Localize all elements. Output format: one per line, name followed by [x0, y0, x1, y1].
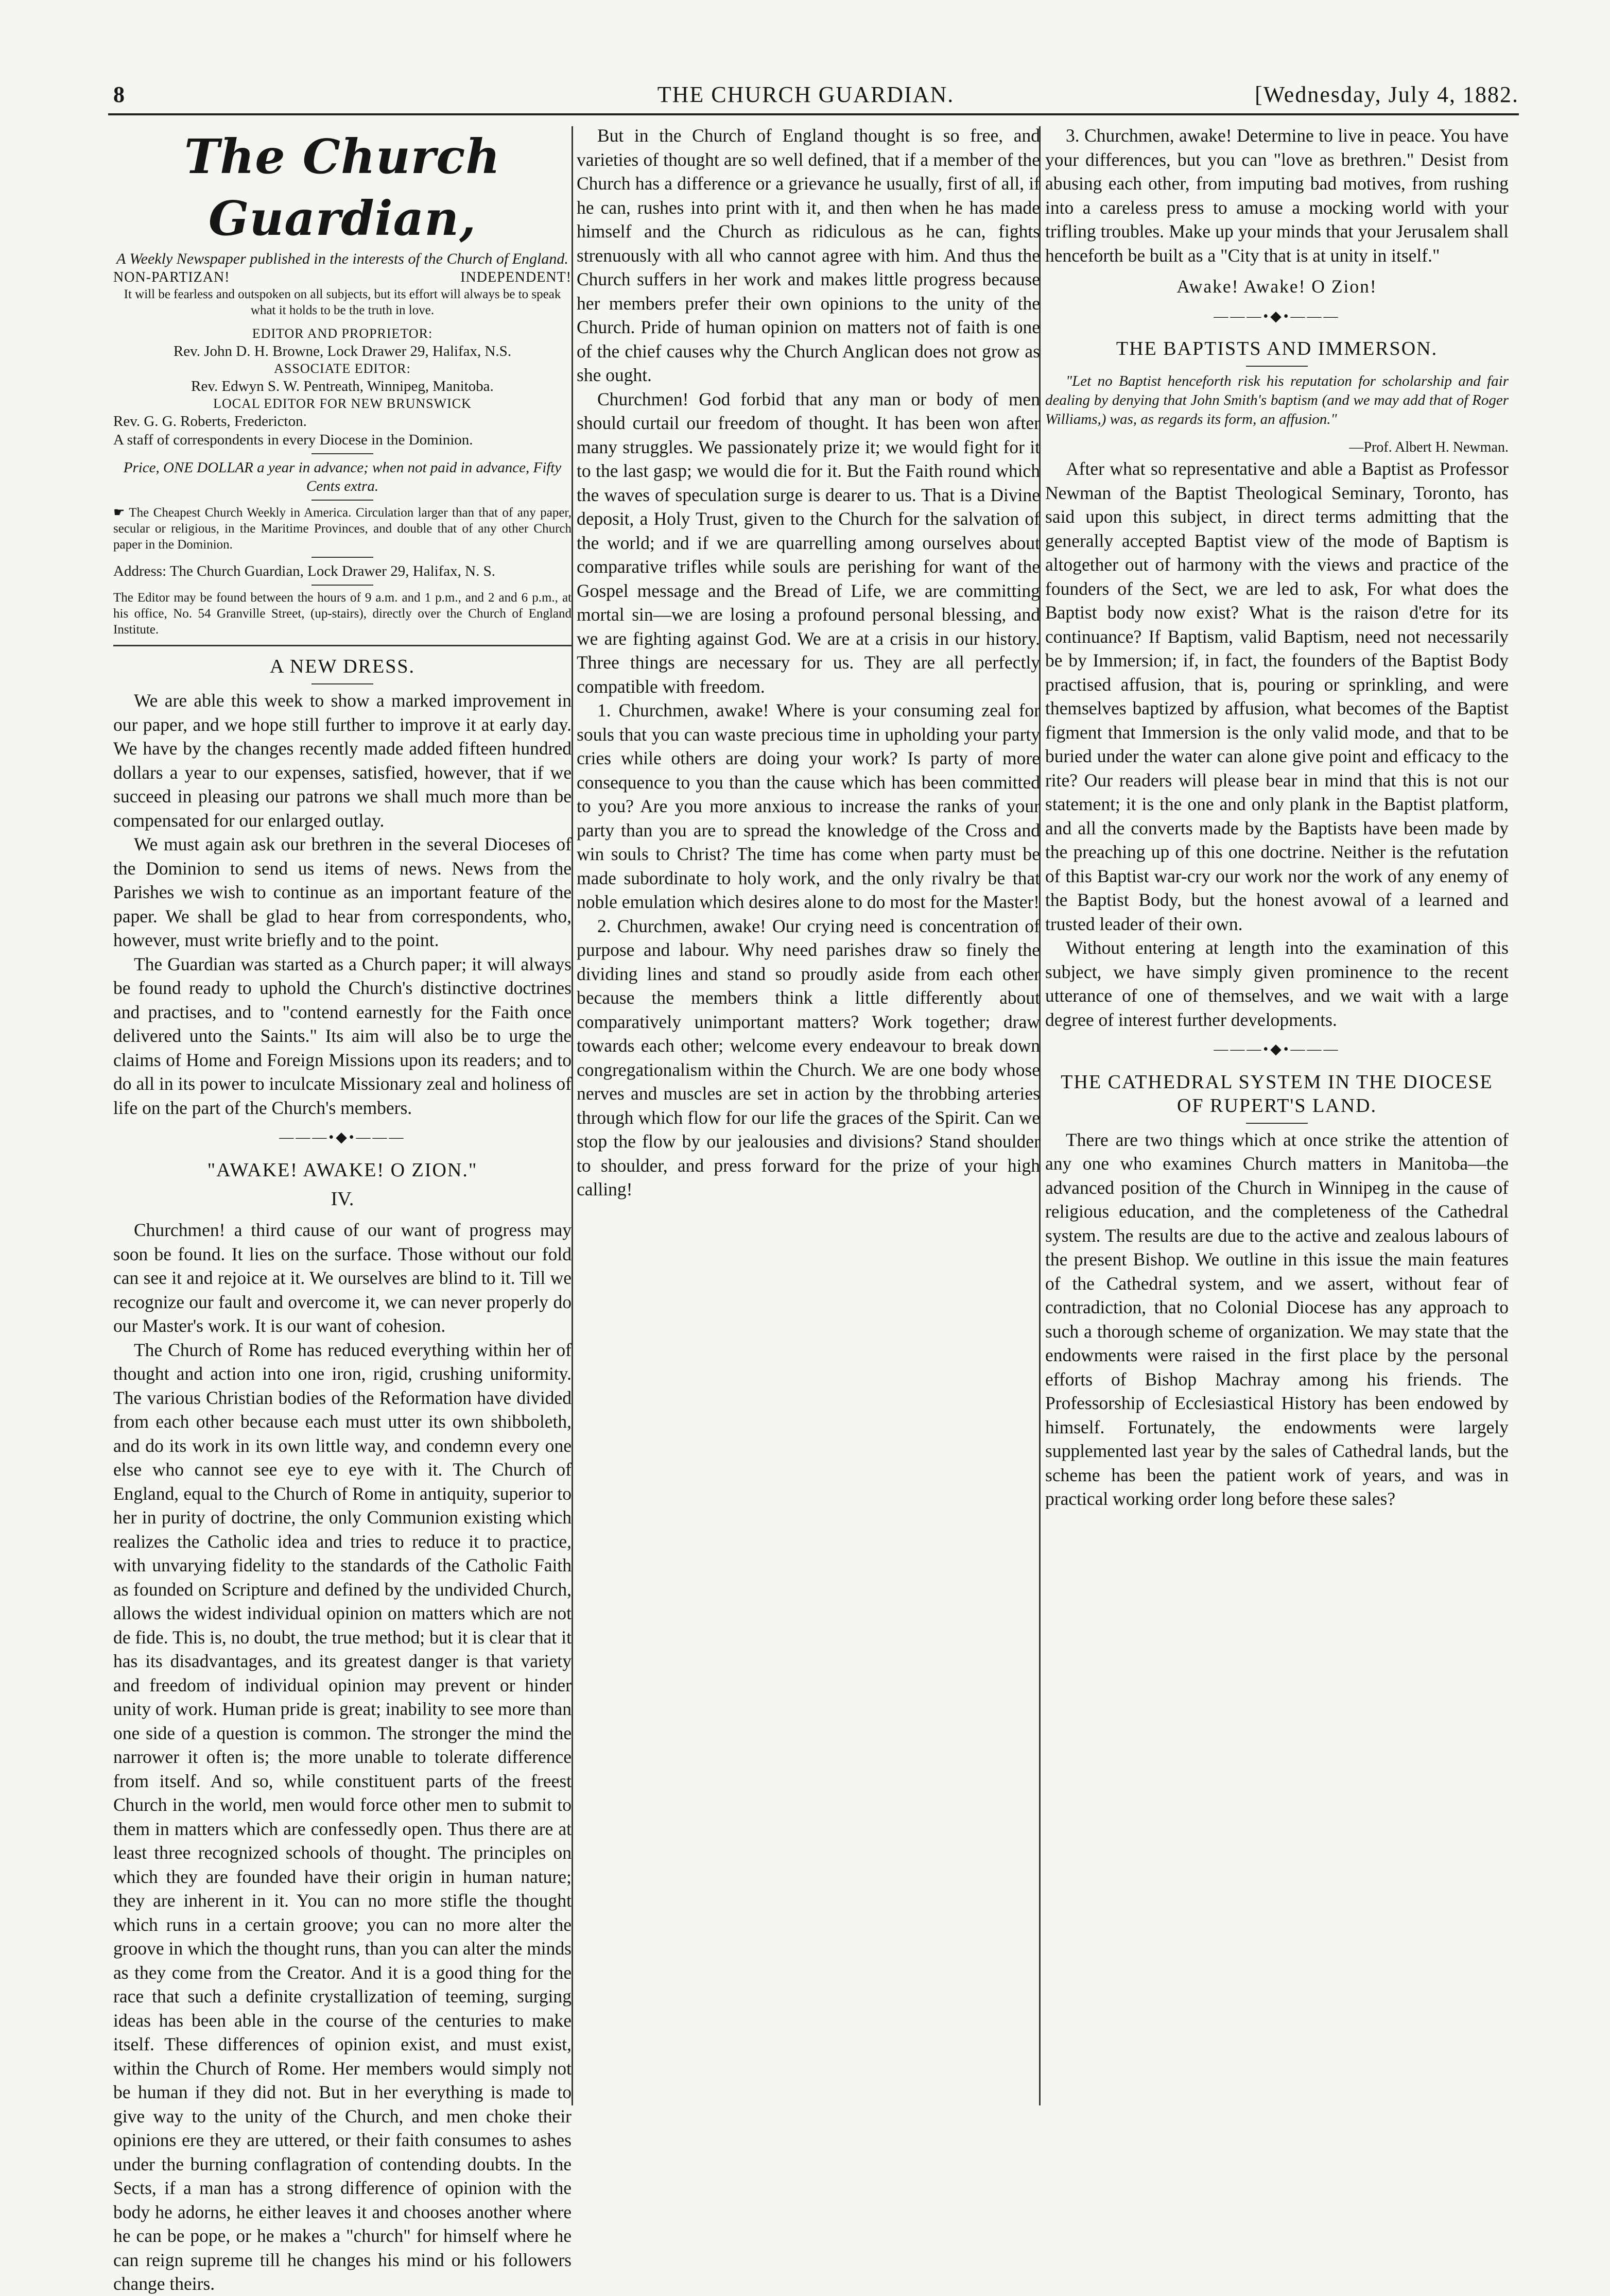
- head-rule: [108, 113, 1519, 115]
- heading-rule: [1246, 366, 1308, 367]
- column-1: [113, 124, 572, 2294]
- masthead-rule: [311, 557, 373, 558]
- column-3: [1045, 124, 1509, 2105]
- epigraph-attribution: —Prof. Albert H. Newman.: [1349, 439, 1509, 455]
- editor-name: Rev. John D. H. Browne, Lock Drawer 29, Halifax, N.S.: [173, 343, 512, 359]
- article-paragraph: After what so representative and able a Baptist as Professor Newman of the Baptist Theological Seminary, Toronto, has said upon this subject, in direct terms admitting that the generally accepted Baptist view of the mode of Baptism is altogether out of harmony with the views and practice of the founders of the Sect, we are led to ask, For what does the Baptist body now exist? What is the raison d'etre for its continuance? If Baptism, valid Baptism, need not necessarily be by Immersion; if, in fact, the founders of the Baptist Body practised affusion, that is, pouring or sprinkling, and were themselves baptized by affusion, what becomes of the Baptist figment that Immersion is the only valid mode, and that to be buried under the water can alone give point and efficacy to the rite? Our readers will please bear in mind that this is not our statement; it is the one and only plank in the Baptist platform, and all the converts made by the Baptists have been made by the preaching up of this one doctrine. Neither is the refutation of this Baptist war-cry our work nor the work of any enemy of the Baptist Body, but the honest avowal of a learned and trusted leader of their own.: [1045, 458, 1509, 934]
- associate-editor-name: Rev. Edwyn S. W. Pentreath, Winnipeg, Manitoba.: [191, 378, 494, 395]
- column-2: [577, 124, 1040, 2105]
- article-epigraph: "Let no Baptist henceforth risk his reputation for scholarship and fair dealing by denying that John Smith's baptism (and we may add that of Roger Williams,) was, as regards its form, an affusion.": [1045, 373, 1509, 427]
- article-paragraph: There are two things which at once strike the attention of any one who examines Church matters in Manitoba—the advanced position of the Church in Winnipeg in the cause of religious education, and the completeness of the Cathedral system. The results are due to the active and zealous labours of the present Bishop. We outline in this issue the main features of the Cathedral system, and we assert, without fear of contradiction, that no Colonial Diocese has any approach to such a thorough scheme of organization. We may state that the endowments were raised in the first place by the personal efforts of Bishop Machray among his friends. The Professorship of Ecclesiastical History has been endowed by himself. Fortunately, the endowments were largely supplemented last year by the sales of Cathedral lands, but the scheme has been the patient work of years, and was in practical working order long before these sales?: [1045, 1129, 1509, 1509]
- masthead-subtitle: A Weekly Newspaper published in the interests of the Church of England.: [116, 250, 568, 267]
- article-heading-awake: "AWAKE! AWAKE! O ZION.": [207, 1159, 478, 1181]
- article-heading-baptists: THE BAPTISTS AND IMMERSON.: [1116, 338, 1438, 359]
- article-paragraph: 2. Churchmen, awake! Our crying need is concentration of purpose and labour. Why need parishes draw so finely the dividing lines and stand so proudly aside from each other because the members think a little differently about comparatively unimportant matters? Work together; draw towards each other; welcome every endeavour to break down congregationalism within the Church. We are one body whose nerves and muscles are set in action by the throbbing arteries through which flow for our life the graces of the Spirit. Can we stop the flow by our jealousies and divisions? Stand shoulder to shoulder, and press forward for the prize of your high calling!: [577, 915, 1040, 1200]
- article-paragraph: 3. Churchmen, awake! Determine to live in peace. You have your differences, but you can "love as brethren." Desist from abusing each other, from imputing bad motives, from rushing into a careless press to amuse a mocking world with your trifling troubles. Make up your minds that your Jerusalem shall henceforth be built as a "City that is at unity in itself.": [1045, 125, 1509, 266]
- masthead-title: The Church Guardian,: [184, 129, 501, 246]
- editor-label: EDITOR AND PROPRIETOR:: [252, 326, 433, 341]
- article-paragraph: We are able this week to show a marked improvement in our paper, and we hope still further to improve it at early day. We have by the changes recently made added fifteen hundred dollars a year to our expenses, satisfied, however, that if we succeed in pleasing our patrons we shall much more than be compensated for our enlarged outlay.: [113, 690, 572, 831]
- article-paragraph: Without entering at length into the examination of this subject, we have simply given prominence to the recent utterance of one of themselves, and we wait with a large degree of interest further developments.: [1045, 937, 1509, 1030]
- local-editor-label: LOCAL EDITOR FOR NEW BRUNSWICK: [213, 396, 472, 411]
- page-number: 8: [113, 82, 126, 107]
- ornament-divider: ———•◆•———: [1214, 1041, 1340, 1057]
- issue-date: [Wednesday, July 4, 1882.: [1255, 82, 1519, 107]
- article-paragraph: Churchmen! a third cause of our want of progress may soon be found. It lies on the surface. Those without our fold can see it and rejoice at it. We ourselves are blind to it. Till we recognize our fault and overcome it, we can never properly do our Master's work. It is our want of cohesion.: [113, 1220, 572, 1336]
- heading-rule: [1246, 1123, 1308, 1124]
- associate-editor-label: ASSOCIATE EDITOR:: [274, 361, 411, 376]
- address-note: Address: The Church Guardian, Lock Drawer 29, Halifax, N. S.: [113, 563, 495, 579]
- article-paragraph: The Church of Rome has reduced everything within her of thought and action into one iron, rigid, crushing uniformity. The various Christian bodies of the Reformation have divided from each other because each must utter its own shibboleth, and do its work in its own little way, and condemn every one else who cannot see eye to eye with it. The Church of England, equal to the Church of Rome in antiquity, superior to her in purity of doctrine, the only Communion existing which realizes the Catholic idea and tries to reduce it to practice, with unvarying fidelity to the standards of the Catholic Faith as founded on Scripture and defined by the undivided Church, allows the widest individual opinion on matters which are not de fide. This is, no doubt, the true method; but it is clear that it has its disadvantages, and its greatest danger is that variety and freedom of individual opinion may prevent or hinder unity of work. Human pride is great; inability to see more than one side of a question is common. The stronger the mind the narrower it often is; the more unable to tolerate difference from itself. And so, while constituent parts of the freest Church in the world, men would force other men to submit to them in matters which are confessedly open. Thus there are at least three recognized schools of thought. The principles on which they are founded have their origin in human nature; they are inherent in it. You can no more stifle the thought which runs in a certain groove; you can no more alter the groove in which the thought runs, than you can alter the minds as they come from the Creator. And it is a good thing for the race that such a definite crystallization of teeming, surging ideas has been able in the course of the centuries to make itself. These differences of opinion exist, and must exist, within the Church of Rome. Her members would simply not be human if they did not. But in her everything is made to give way to the unity of the Church, and men choke their opinions ere they are uttered, or their faith consumes to ashes under the burning conflagration of contending doubts. In the Sects, if a man has a strong difference of opinion with the body he adorns, he either leaves it and chooses another where he can be pope, or he makes a "church" for himself where he can reign supreme till he changes his mind or his followers change theirs.: [113, 1339, 572, 2294]
- running-head: [93, 72, 1519, 113]
- article-paragraph: We must again ask our brethren in the several Dioceses of the Dominion to send us items of news. News from the Parishes we wish to continue as an important feature of the paper. We shall be glad to hear from correspondents, who, however, must write briefly and to the point.: [113, 834, 572, 950]
- article-heading-cathedral: THE CATHEDRAL SYSTEM IN THE DIOCESE OF RUPERT'S LAND.: [1061, 1071, 1493, 1117]
- independent-label: INDEPENDENT!: [460, 269, 572, 285]
- ornament-divider: ———•◆•———: [1214, 308, 1340, 324]
- local-editor-name: Rev. G. G. Roberts, Fredericton.: [113, 413, 307, 430]
- price-note: Price, ONE DOLLAR a year in advance; when not paid in advance, Fifty Cents extra.: [123, 459, 562, 494]
- article-heading-new-dress: A NEW DRESS.: [270, 656, 415, 677]
- article-paragraph: But in the Church of England thought is so free, and varieties of thought are so well defined, that if a member of the Church has a difference or a grievance he usually, first of all, if he can, rushes into print with it, and then when he has made himself and the Church as ridiculous as he can, fights strenuously with all who cannot agree with him. And thus the Church suffers in her work and makes little progress because her members prefer their own opinions to the unity of the Church. Pride of human opinion on matters not of faith is one of the chief causes why the Church Anglican does not grow as she ought.: [577, 125, 1040, 385]
- ornament-divider: ———•◆•———: [279, 1129, 406, 1145]
- masthead-slogans: [113, 269, 572, 286]
- masthead-rule: [311, 585, 373, 586]
- column-rule-1: [572, 126, 573, 2105]
- article-number: IV.: [331, 1188, 354, 1210]
- article-paragraph: Churchmen! God forbid that any man or body of men should curtail our freedom of thought. It has been won after many struggles. We passionately prize it; we would fight for it to the last gasp; we would die for it. But the Faith round which the waves of speculation surge is dearer to us. That is a Divine deposit, a Holy Trust, given to the Church for the salvation of the world; and if we are quarrelling among ourselves about comparative trifles while souls are perishing for want of the Gospel message and the Bread of Life, we are committing mortal sin—we are losing a profound personal blessing, and we are fighting against God. We are at a crisis in our history. Three things are necessary for us. They are all perfectly compatible with freedom.: [577, 388, 1040, 697]
- article-paragraph: The Guardian was started as a Church paper; it will always be found ready to uphold the Church's distinctive doctrines and practises, and to "contend earnestly for the Faith once delivered unto the Saints." Its aim will also be to urge the claims of Home and Foreign Missions upon its readers; and to do all in its power to inculcate Missionary zeal and holiness of life on the part of the Church's members.: [113, 953, 572, 1118]
- section-rule: [113, 645, 572, 646]
- masthead-rule: [311, 453, 373, 454]
- circulation-note: ☛ The Cheapest Church Weekly in America. Circulation larger than that of any paper, secular or religious, in the Maritime Provinces, and double that of any other Church paper in the Dominion.: [113, 506, 572, 552]
- non-partizan-label: NON-PARTIZAN!: [113, 269, 230, 285]
- correspondents-note: A staff of correspondents in every Diocese in the Dominion.: [113, 432, 473, 448]
- office-hours-note: The Editor may be found between the hours of 9 a.m. and 1 p.m., and 2 and 6 p.m., at his office, No. 54 Granville Street, (up-stairs), directly over the Church of England Institute.: [113, 591, 572, 637]
- heading-rule: [311, 683, 373, 684]
- newspaper-title: THE CHURCH GUARDIAN.: [657, 82, 955, 107]
- article-closing: Awake! Awake! O Zion!: [1176, 276, 1377, 297]
- masthead-motto: It will be fearless and outspoken on all subjects, but its effort will always be to speak what it holds to be the truth in love.: [124, 287, 561, 317]
- masthead-rule: [311, 500, 373, 501]
- article-paragraph: 1. Churchmen, awake! Where is your consuming zeal for souls that you can waste precious time in upholding your party cries while others are doing your work? Is party of more consequence to you than the cause which has been committed to you? Are you more anxious to increase the ranks of your party than you are to spread the knowledge of the Cross and win souls to Christ? The time has come when party must be made subordinate to holy work, and the only rivalry be that noble emulation which desires alone to do most for the Master!: [577, 700, 1040, 912]
